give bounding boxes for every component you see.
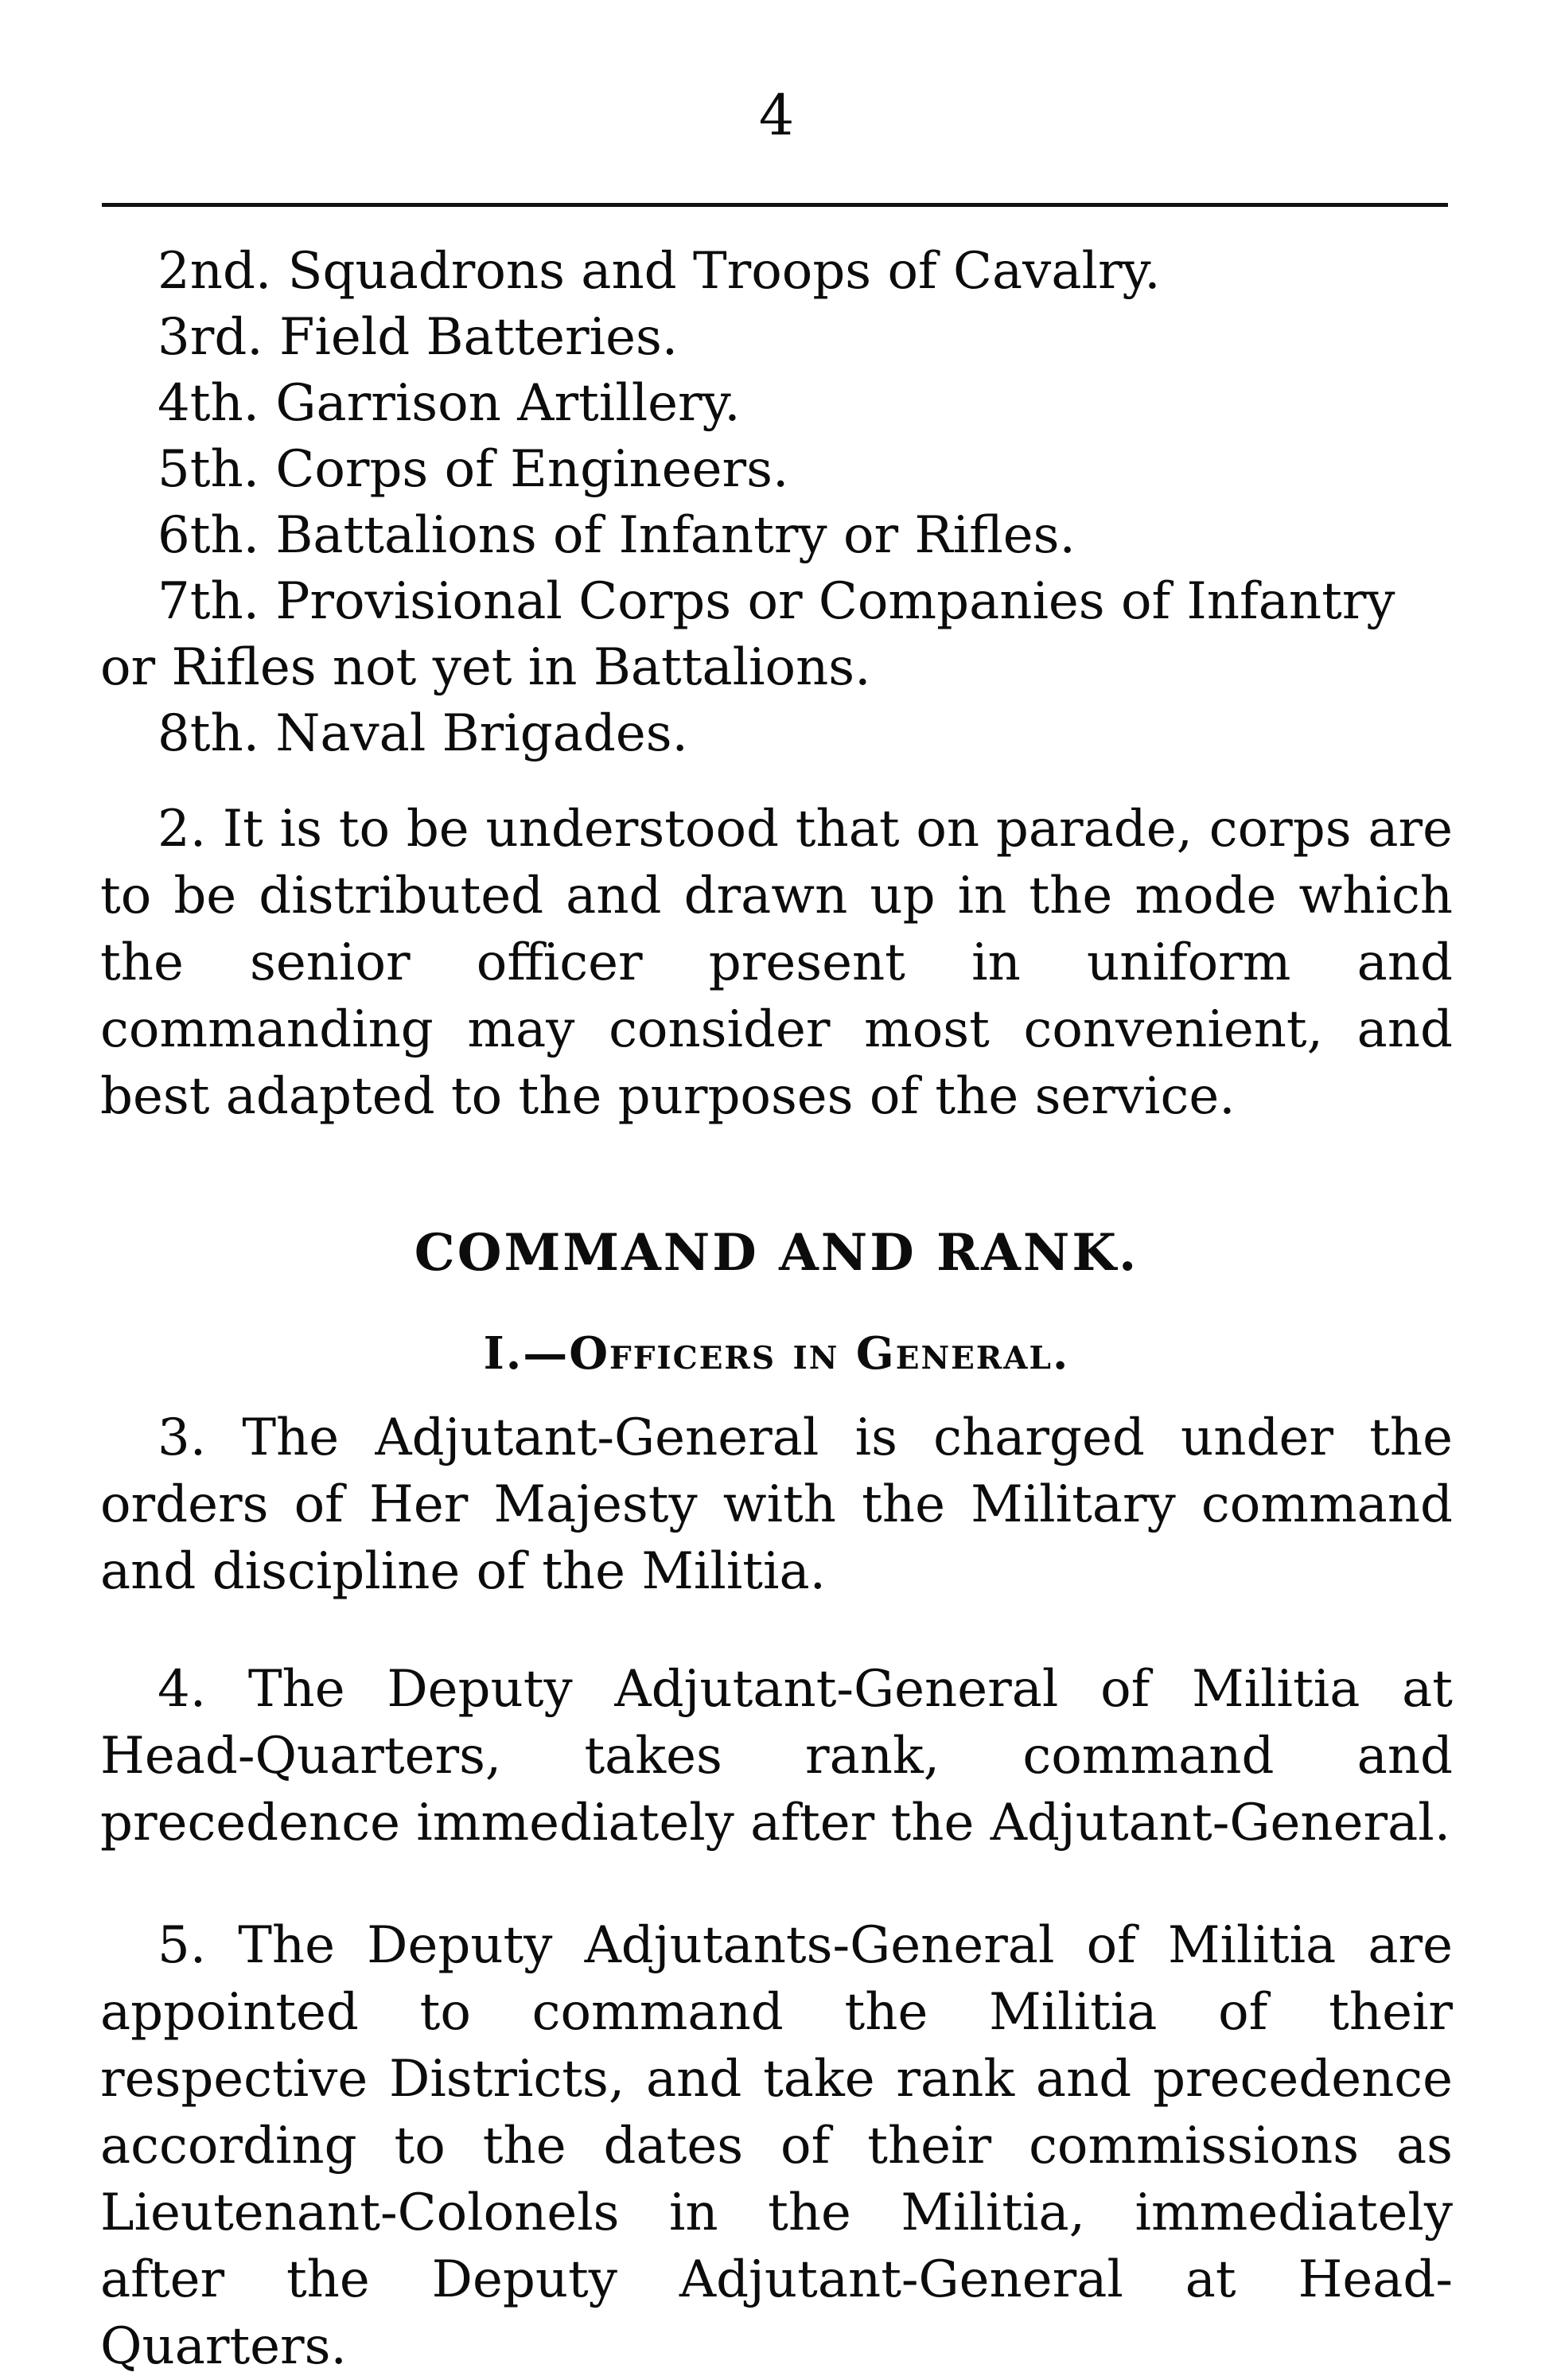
paragraph-2: 2. It is to be understood that on parade, corps are to be distributed and drawn up in the mode which the senior officer present in uniform and commanding may consider most convenient, and best adapted to the purposes of the service. bbox=[100, 800, 1453, 1126]
list-item: 7th. Provisional Corps or Companies of Infantry bbox=[158, 572, 1395, 631]
paragraph-5: 5. The Deputy Adjutants-General of Militia are appointed to command the Militia of their respective Districts, and take rank and precedence according to the dates of their commissions as Lieutenant-Colonels in the Militia, immediately after the Deputy Adjutant-General at Head-Quarters. bbox=[100, 1916, 1453, 2376]
section-title: COMMAND AND RANK. bbox=[414, 1223, 1139, 1283]
list-item: 6th. Battalions of Infantry or Rifles. bbox=[158, 506, 1076, 565]
list-item: 3rd. Field Batteries. bbox=[158, 308, 679, 367]
paragraph-3: 3. The Adjutant-General is charged under the orders of Her Majesty with the Military command and discipline of the Militia. bbox=[100, 1408, 1453, 1601]
list-item: 8th. Naval Brigades. bbox=[158, 704, 688, 763]
list-item: 5th. Corps of Engineers. bbox=[158, 440, 789, 499]
page-number: 4 bbox=[758, 83, 795, 148]
subsection-title: I.—Officers in General. bbox=[483, 1327, 1070, 1380]
header-rule bbox=[102, 203, 1448, 207]
page-body bbox=[100, 239, 1453, 2380]
list-item: 2nd. Squadrons and Troops of Cavalry. bbox=[158, 242, 1161, 301]
list-item-continuation: or Rifles not yet in Battalions. bbox=[100, 638, 871, 697]
unit-list bbox=[100, 239, 1453, 767]
paragraph-4: 4. The Deputy Adjutant-General of Militia at Head-Quarters, takes rank, command and precedence immediately after the Adjutant-General. bbox=[100, 1660, 1453, 1852]
list-item: 4th. Garrison Artillery. bbox=[158, 374, 741, 433]
